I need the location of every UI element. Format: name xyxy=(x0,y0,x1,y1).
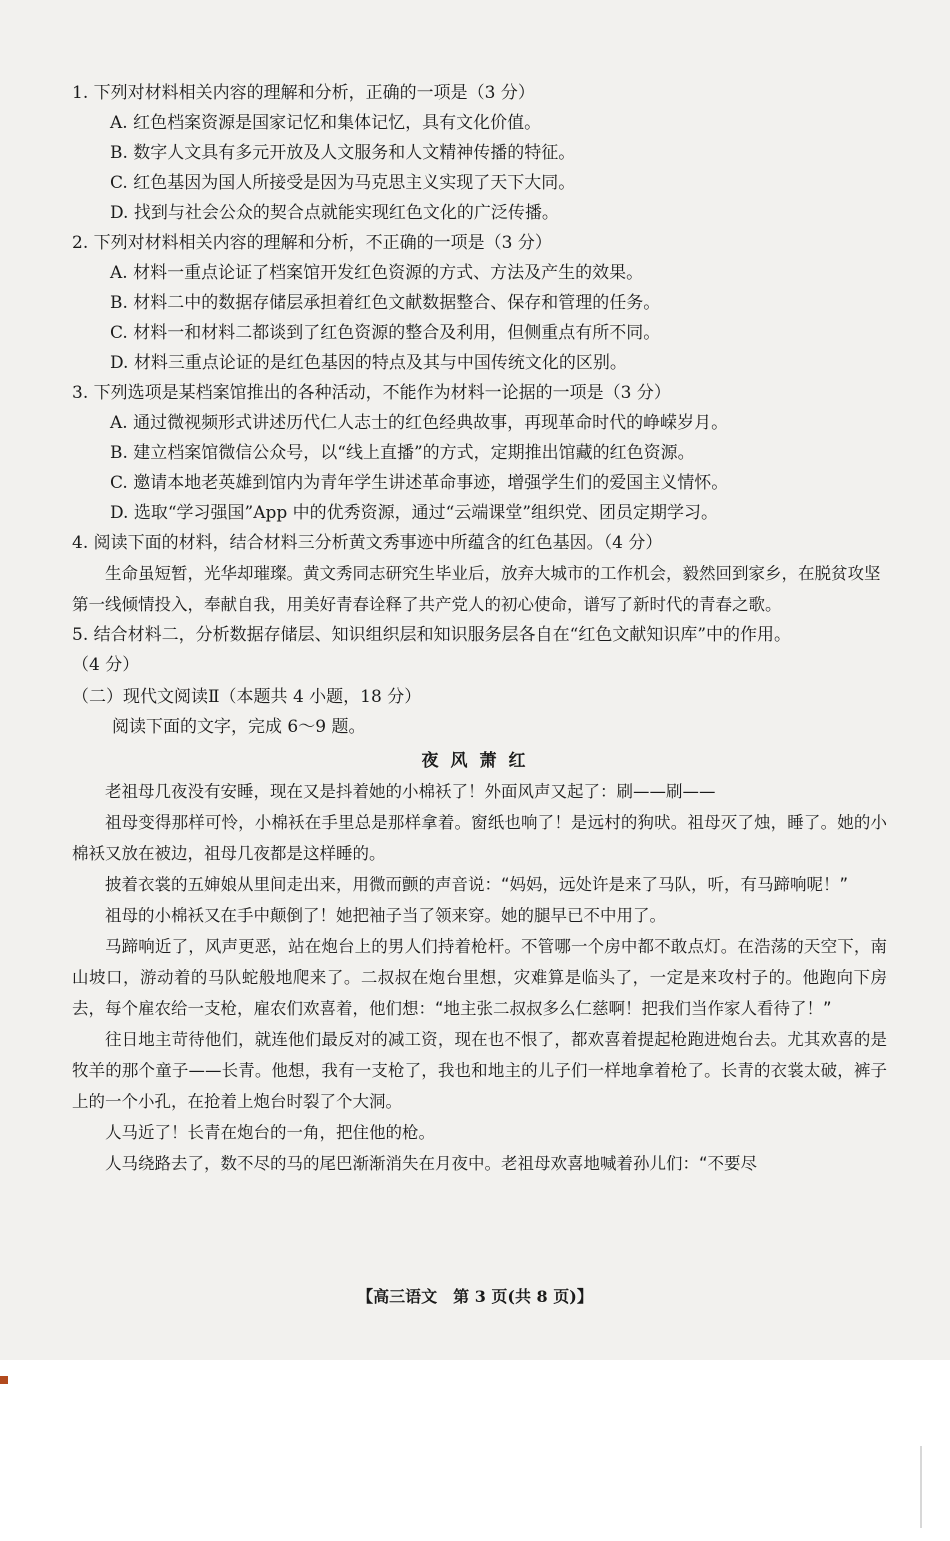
option-d: D. 材料三重点论证的是红色基因的特点及其与中国传统文化的区别。 xyxy=(110,353,627,373)
option-a: A. 红色档案资源是国家记忆和集体记忆，具有文化价值。 xyxy=(110,113,542,133)
question-stem: 1. 下列对材料相关内容的理解和分析，正确的一项是（3 分） xyxy=(72,83,535,103)
option-d: D. 选取“学习强国”App 中的优秀资源，通过“云端课堂”组织党、团员定期学习。 xyxy=(110,503,719,523)
option-c: C. 邀请本地老英雄到馆内为青年学生讲述革命事迹，增强学生们的爱国主义情怀。 xyxy=(110,473,729,493)
option-c: C. 材料一和材料二都谈到了红色资源的整合及利用，但侧重点有所不同。 xyxy=(110,323,661,343)
option-a: A. 通过微视频形式讲述历代仁人志士的红色经典故事，再现革命时代的峥嵘岁月。 xyxy=(110,413,729,433)
quoted-material: 生命虽短暂，光华却璀璨。黄文秀同志研究生毕业后，放弃大城市的工作机会，毅然回到家乡，在脱贫攻坚第一线倾情投入，奉献自我，用美好青春诠释了共产党人的初心使命，谱写了新时代的青春之歌。 xyxy=(72,564,881,614)
option-b: B. 数字人文具有多元开放及人文服务和人文精神传播的特征。 xyxy=(110,143,576,163)
question-stem: 5. 结合材料二，分析数据存储层、知识组织层和知识服务层各自在“红色文献知识库”中的作用。 xyxy=(72,625,792,645)
story-paragraph: 老祖母几夜没有安睡，现在又是抖着她的小棉袄了！外面风声又起了：刷——刷—— xyxy=(105,782,716,801)
section-instruction: 阅读下面的文字，完成 6～9 题。 xyxy=(112,717,366,737)
scan-edge-line xyxy=(920,1446,922,1528)
story-paragraph: 往日地主苛待他们，就连他们最反对的减工资，现在也不恨了，都欢喜着提起枪跑进炮台去。尤其欢喜的是牧羊的那个童子——长青。他想，我有一支枪了，我也和地主的儿子们一样地拿着枪了。长青的衣裳太破，裤子上的一个小孔，在抢着上炮台时裂了个大洞。 xyxy=(72,1030,887,1111)
page-content xyxy=(72,78,887,1179)
question-stem: 4. 阅读下面的材料，结合材料三分析黄文秀事迹中所蕴含的红色基因。（4 分） xyxy=(72,533,663,553)
story-paragraph: 披着衣裳的五婶娘从里间走出来，用微而颤的声音说：“妈妈，远处许是来了马队，听，有马蹄响呢！” xyxy=(105,875,849,894)
story-paragraph: 人马绕路去了，数不尽的马的尾巴渐渐消失在月夜中。老祖母欢喜地喊着孙儿们：“不要尽 xyxy=(105,1154,758,1173)
section-heading: （二）现代文阅读Ⅱ（本题共 4 小题，18 分） xyxy=(72,687,422,707)
option-b: B. 材料二中的数据存储层承担着红色文献数据整合、保存和管理的任务。 xyxy=(110,293,661,313)
question-1 xyxy=(72,78,887,228)
question-2 xyxy=(72,228,887,378)
option-d: D. 找到与社会公众的契合点就能实现红色文化的广泛传播。 xyxy=(110,203,559,223)
option-c: C. 红色基因为国人所接受是因为马克思主义实现了天下大同。 xyxy=(110,173,576,193)
option-b: B. 建立档案馆微信公众号，以“线上直播”的方式，定期推出馆藏的红色资源。 xyxy=(110,443,695,463)
question-stem: 3. 下列选项是某档案馆推出的各种活动，不能作为材料一论据的一项是（3 分） xyxy=(72,383,671,403)
scan-edge-mark xyxy=(0,1376,8,1384)
story-body xyxy=(72,776,887,1179)
question-5 xyxy=(72,620,887,680)
story-title: 夜风萧红 xyxy=(421,751,538,771)
question-stem: 2. 下列对材料相关内容的理解和分析，不正确的一项是（3 分） xyxy=(72,233,552,253)
page-footer: 【高三语文 第 3 页(共 8 页)】 xyxy=(357,1287,593,1306)
story-paragraph: 祖母的小棉袄又在手中颠倒了！她把袖子当了领来穿。她的腿早已不中用了。 xyxy=(105,906,666,925)
question-3 xyxy=(72,378,887,528)
story-paragraph: 马蹄响近了，风声更恶，站在炮台上的男人们持着枪杆。不管哪一个房中都不敢点灯。在浩荡的天空下，南山坡口，游动着的马队蛇般地爬来了。二叔叔在炮台里想，灾难算是临头了，一定是来攻村子的。他跑向下房去，每个雇农给一支枪，雇农们欢喜着，他们想：“地主张二叔叔多么仁慈啊！把我们当作家人看待了！” xyxy=(72,937,887,1018)
question-points: （4 分） xyxy=(72,655,140,675)
story-paragraph: 祖母变得那样可怜，小棉袄在手里总是那样拿着。窗纸也响了！是远村的狗吠。祖母灭了烛，睡了。她的小棉袄又放在被边，祖母几夜都是这样睡的。 xyxy=(72,813,887,863)
story-paragraph: 人马近了！长青在炮台的一角，把住他的枪。 xyxy=(105,1123,435,1142)
question-4 xyxy=(72,528,887,620)
option-a: A. 材料一重点论证了档案馆开发红色资源的方式、方法及产生的效果。 xyxy=(110,263,644,283)
